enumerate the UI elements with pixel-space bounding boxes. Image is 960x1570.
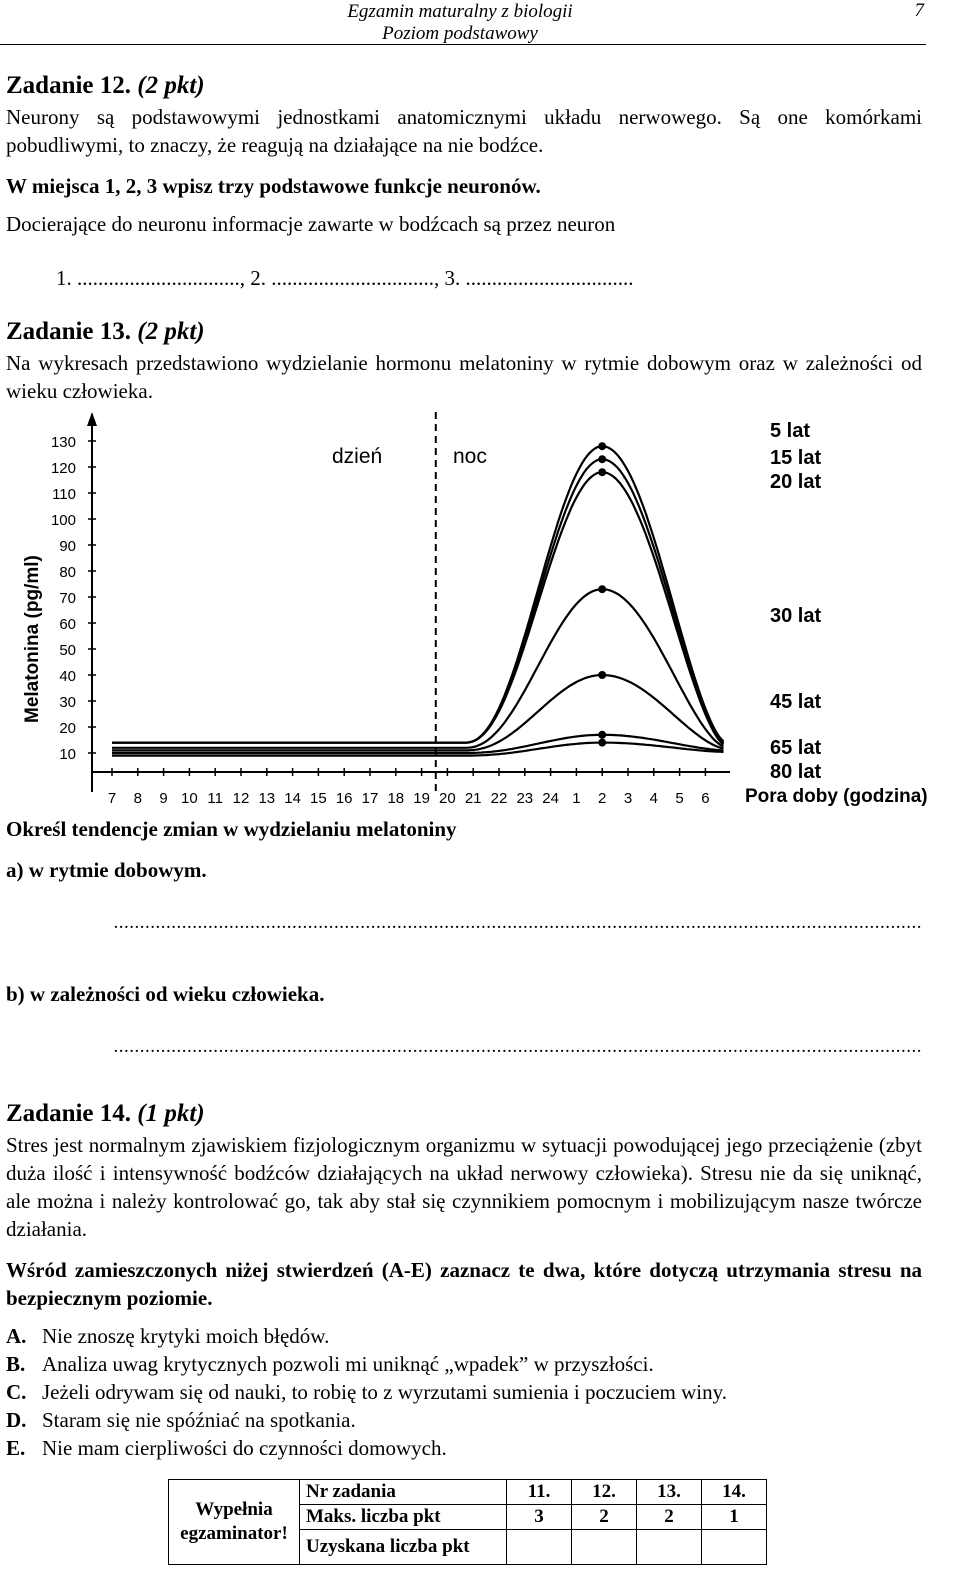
option-d-key: D. — [6, 1408, 27, 1432]
chart-y-tick-label: 90 — [59, 538, 76, 555]
chart-x-tick-label: 18 — [387, 790, 405, 807]
option-a-text: Nie znoszę krytyki moich błędów. — [42, 1324, 330, 1348]
task13-points: (2 pkt) — [137, 318, 205, 345]
score-cell: 12. — [572, 1480, 637, 1505]
task13-question: Określ tendencje zmian w wydzielaniu melatoniny — [6, 817, 457, 841]
chart-x-tick-label: 22 — [490, 790, 508, 807]
chart-y-tick-label: 50 — [59, 642, 76, 659]
chart-x-tick-label: 13 — [258, 790, 276, 807]
score-cell: 3 — [507, 1505, 572, 1530]
chart-x-tick-label: 12 — [232, 790, 250, 807]
score-cell: 2 — [637, 1505, 702, 1530]
page-number: 7 — [914, 0, 924, 21]
chart-x-tick-label: 7 — [107, 790, 117, 807]
chart-peak-point — [598, 731, 606, 739]
score-cell: 13. — [637, 1480, 702, 1505]
chart-series-label: 45 lat — [770, 691, 822, 713]
chart-x-tick-label: 11 — [207, 790, 223, 807]
task13-answer-a[interactable]: .......................................................................................................................................................... — [113, 912, 922, 933]
chart-x-tick-label: 8 — [133, 790, 142, 807]
score-input-cell[interactable] — [572, 1530, 637, 1565]
option-e-key: E. — [6, 1436, 26, 1460]
task12-intro: Neurony są podstawowymi jednostkami anatomicznymi układu nerwowego. Są one komórkami pobudliwymi, to znaczy, że reagują na działające na nie bodźce. — [6, 105, 922, 157]
task12-title-text: Zadanie 12. — [6, 72, 132, 99]
chart-y-tick-label: 130 — [50, 434, 76, 451]
score-cell: 1 — [702, 1505, 767, 1530]
score-input-cell[interactable] — [637, 1530, 702, 1565]
option-c[interactable] — [6, 1378, 727, 1406]
task12-answer-blanks[interactable]: 1. ..............................., 2. ..............................., 3. ................................ — [56, 266, 634, 290]
chart-peak-point — [598, 442, 606, 450]
score-cell: 11. — [507, 1480, 572, 1505]
chart-peak-point — [598, 468, 606, 476]
header-divider — [0, 44, 926, 45]
option-b[interactable] — [6, 1350, 654, 1378]
task14-instruction: Wśród zamieszczonych niżej stwierdzeń (A-E) zaznacz te dwa, które dotyczą utrzymania stresu na bezpiecznym poziomie. — [6, 1258, 922, 1310]
chart-x-tick-label: 15 — [310, 790, 327, 807]
chart-x-tick-label: 2 — [598, 790, 607, 807]
chart-series-line — [112, 472, 724, 744]
option-c-key: C. — [6, 1380, 27, 1404]
chart-series-label: 20 lat — [770, 471, 822, 493]
chart-x-tick-label: 16 — [335, 790, 353, 807]
chart-y-tick-label: 80 — [59, 564, 76, 581]
task12-sentence: Docierające do neuronu informacje zawarte w bodźcach są przez neuron — [6, 212, 616, 236]
task13-title — [6, 318, 205, 346]
chart-y-axis-label: Melatonina (pg/ml) — [22, 555, 43, 723]
task13-part-b: b) w zależności od wieku człowieka. — [6, 982, 325, 1006]
chart-x-tick-label: 4 — [649, 790, 658, 807]
score-row-label: Maks. liczba pkt — [300, 1505, 507, 1530]
option-d-text: Staram się nie spóźniać na spotkania. — [42, 1408, 356, 1432]
chart-x-tick-label: 21 — [464, 790, 482, 807]
chart-y-tick-label: 60 — [59, 616, 76, 633]
option-e-text: Nie mam cierpliwości do czynności domowych. — [42, 1436, 447, 1460]
chart-y-tick-label: 120 — [50, 460, 76, 477]
chart-series-label: 80 lat — [770, 761, 822, 783]
chart-annotation-night: noc — [453, 445, 487, 468]
task13-part-a: a) w rytmie dobowym. — [6, 858, 207, 882]
chart-peak-point — [598, 671, 606, 679]
score-cell: 14. — [702, 1480, 767, 1505]
chart-y-tick-label: 40 — [59, 668, 76, 685]
chart-y-tick-label: 70 — [59, 590, 76, 607]
header-level: Poziom podstawowy — [382, 23, 538, 44]
chart-x-tick-label: 6 — [701, 790, 710, 807]
chart-x-tick-label: 19 — [413, 790, 430, 807]
score-cell: 2 — [572, 1505, 637, 1530]
score-row-label: Nr zadania — [300, 1480, 507, 1505]
header-subject: Egzamin maturalny z biologii — [347, 1, 573, 22]
option-e[interactable] — [6, 1434, 447, 1462]
task12-points: (2 pkt) — [137, 72, 205, 99]
score-row-task-numbers — [169, 1480, 767, 1505]
score-table-label: Wypełnia egzaminator! — [169, 1480, 300, 1565]
melatonin-chart — [0, 400, 960, 820]
chart-x-tick-label: 17 — [361, 790, 379, 807]
option-a-key: A. — [6, 1324, 27, 1348]
chart-y-tick-label: 10 — [59, 746, 76, 763]
chart-x-tick-label: 10 — [181, 790, 198, 807]
chart-series-label: 65 lat — [770, 737, 822, 759]
option-a[interactable] — [6, 1322, 329, 1350]
chart-y-tick-label: 30 — [59, 694, 76, 711]
score-input-cell[interactable] — [702, 1530, 767, 1565]
chart-x-tick-label: 1 — [572, 790, 581, 807]
chart-series-label: 15 lat — [770, 447, 822, 469]
chart-series-label: 30 lat — [770, 605, 822, 627]
chart-x-tick-label: 24 — [542, 790, 559, 807]
task12-title — [6, 72, 205, 100]
score-input-cell[interactable] — [507, 1530, 572, 1565]
chart-y-tick-label: 100 — [50, 512, 76, 529]
chart-peak-point — [598, 585, 606, 593]
chart-series-label: 5 lat — [770, 420, 811, 442]
chart-x-tick-label: 14 — [284, 790, 301, 807]
chart-x-tick-label: 23 — [516, 790, 534, 807]
chart-y-tick-label: 110 — [52, 486, 76, 503]
option-b-text: Analiza uwag krytycznych pozwoli mi uniknąć „wpadek” w przyszłości. — [42, 1352, 654, 1376]
task14-intro: Stres jest normalnym zjawiskiem fizjologicznym organizmu w sytuacji powodującej jego przeciążenie (zbyt duża ilość i intensywność bodźców działających na układ nerwowy człowieka). Stresu nie da się uniknąć, ale można i należy kontrolować go, tak aby stał się czynnikiem pomocnym i mobilizującym nasze twórcze działania. — [6, 1133, 922, 1241]
chart-series-line — [112, 675, 724, 750]
chart-x-tick-label: 9 — [159, 790, 168, 807]
chart-series-line — [112, 589, 724, 748]
chart-x-tick-label: 5 — [675, 790, 684, 807]
task14-points: (1 pkt) — [137, 1100, 205, 1127]
task13-intro: Na wykresach przedstawiono wydzielanie hormonu melatoniny w rytmie dobowym oraz w zależności od wieku człowieka. — [6, 351, 922, 403]
score-row-label: Uzyskana liczba pkt — [300, 1530, 507, 1565]
task13-answer-b[interactable]: .......................................................................................................................................................... — [113, 1036, 922, 1057]
chart-peak-point — [598, 739, 606, 747]
chart-annotation-day: dzień — [332, 445, 383, 468]
option-d[interactable] — [6, 1406, 356, 1434]
task13-title-text: Zadanie 13. — [6, 318, 132, 345]
chart-layer — [51, 412, 822, 807]
score-table — [168, 1479, 767, 1565]
chart-x-tick-label: 3 — [623, 790, 633, 807]
chart-peak-point — [598, 455, 606, 463]
chart-x-tick-label: 20 — [439, 790, 456, 807]
chart-y-axis-arrow — [87, 412, 97, 426]
chart-y-tick-label: 20 — [59, 720, 76, 737]
option-b-key: B. — [6, 1352, 26, 1376]
option-c-text: Jeżeli odrywam się od nauki, to robię to z wyrzutami sumienia i poczuciem winy. — [42, 1380, 728, 1404]
task12-instruction: W miejsca 1, 2, 3 wpisz trzy podstawowe funkcje neuronów. — [6, 174, 541, 198]
chart-x-axis-label: Pora doby (godzina) — [745, 786, 928, 807]
task14-title-text: Zadanie 14. — [6, 1100, 132, 1127]
task14-title — [6, 1100, 205, 1128]
